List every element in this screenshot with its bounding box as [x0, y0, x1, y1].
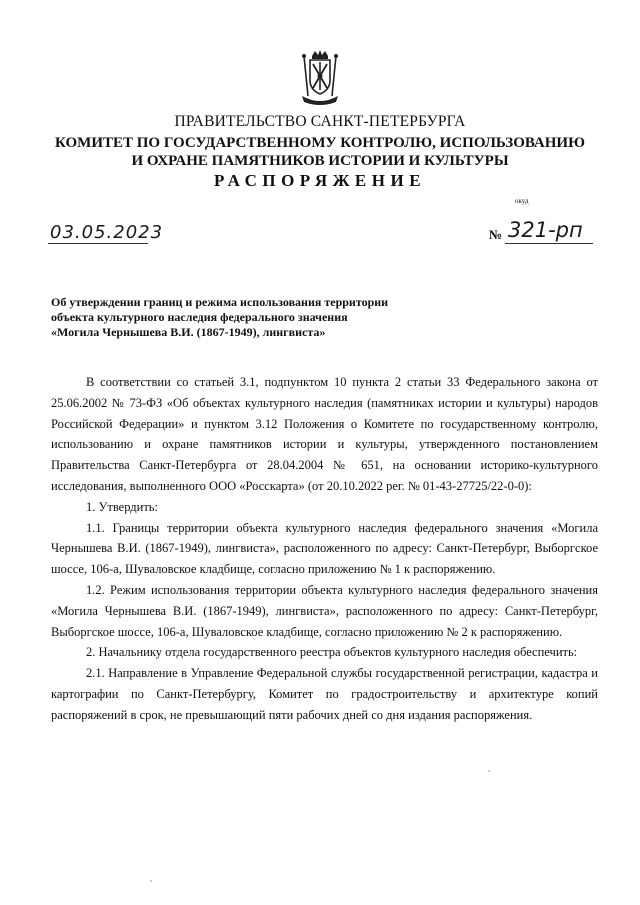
- document-body: [51, 372, 598, 726]
- okud-label: окуд: [515, 197, 529, 205]
- committee-line-1: КОМИТЕТ ПО ГОСУДАРСТВЕННОМУ КОНТРОЛЮ, ИСПОЛЬЗОВАНИЮ: [55, 135, 585, 151]
- document-subject: [51, 295, 491, 340]
- clause-1-2: 1.2. Режим использования территории объекта культурного наследия федерального значения «Могила Чернышева В.И. (1867-1949), лингвиста», расположенного по адресу: Санкт-Петербург, Выборгское шоссе, 106-а, Шуваловское кладбище, согласно приложению № 2 к распоряжению.: [51, 582, 598, 639]
- subject-line-1: Об утверждении границ и режима использования территории: [51, 295, 389, 309]
- preamble-paragraph: В соответствии со статьей 3.1, подпунктом 10 пункта 2 статьи 33 Федерального закона от 25.06.2002 № 73-ФЗ «Об объектах культурного наследия (памятниках истории и культуры) народов Российской Федерации» и пунктом 3.12 Положения о Комитете по государственному контролю, использованию и охране памятников истории и культуры, утвержденного постановлением Правительства Санкт-Петербурга от 28.04.2004 № 651, на основании историко-культурного исследования, выполненного ООО «Росскарта» (от 20.10.2022 рег. № 01-43-27725/22-0-0):: [51, 375, 598, 493]
- subject-line-2: объекта культурного наследия федерального значения: [51, 310, 348, 324]
- clause-2: 2. Начальнику отдела государственного реестра объектов культурного наследия обеспечить:: [86, 645, 578, 660]
- scan-speck: [488, 770, 490, 772]
- st-petersburg-coat-of-arms-icon: [296, 50, 344, 106]
- committee-title: [0, 134, 640, 170]
- number-sign: №: [489, 227, 503, 242]
- government-title: ПРАВИТЕЛЬСТВО САНКТ-ПЕТЕРБУРГА: [174, 113, 466, 130]
- clause-1: 1. Утвердить:: [86, 499, 158, 514]
- clause-1-1: 1.1. Границы территории объекта культурного наследия федерального значения «Могила Чернышева В.И. (1867-1949), лингвиста», расположенного по адресу: Санкт-Петербург, Выборгское шоссе, 106-а, Шуваловское кладбище, согласно приложению № 1 к распоряжению.: [51, 520, 598, 577]
- scan-speck: [150, 880, 152, 882]
- subject-line-3: «Могила Чернышева В.И. (1867-1949), лингвиста»: [51, 325, 326, 339]
- document-number: 321-рп: [508, 218, 583, 242]
- number-underline: [505, 243, 593, 244]
- document-type: РАСПОРЯЖЕНИЕ: [213, 171, 427, 190]
- clause-2-1: 2.1. Направление в Управление Федеральной службы государственной регистрации, кадастра и картографии по Санкт-Петербургу, Комитет по градостроительству и архитектуре копий распоряжений в срок, не превышающий пяти рабочих дней со дня издания распоряжения.: [51, 666, 598, 722]
- date-underline: [48, 243, 148, 244]
- committee-line-2: И ОХРАНЕ ПАМЯТНИКОВ ИСТОРИИ И КУЛЬТУРЫ: [131, 153, 509, 169]
- document-date: 03.05.2023: [50, 222, 164, 243]
